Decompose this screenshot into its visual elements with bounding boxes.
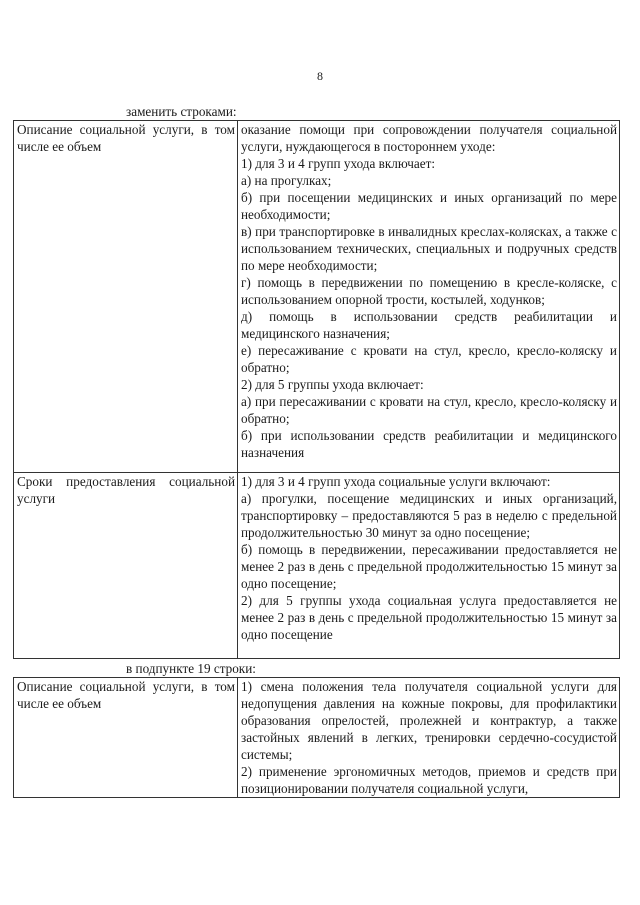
table-row [14,678,620,798]
content-line: 1) смена положения тела получателя социальной услуги для недопущения давления на кожные покровы, для профилактики образования опрелостей, пролежней и контрактур, а также застойных явлений в легких, тренировки сердечно-сосудистой системы; [241,679,617,762]
row-content-cell [238,678,620,798]
row-label-cell [14,121,238,473]
row-content-cell [238,121,620,473]
content-line: 2) применение эргономичных методов, приемов и средств при позиционировании получателя социальной услуги, [241,764,617,796]
section2-intro: в подпункте 19 строки: [126,661,256,676]
page-number: 8 [317,69,323,83]
row-content-cell [238,473,620,659]
content-line: б) при посещении медицинских и иных организаций по мере необходимости; [241,190,617,222]
content-line: 1) для 3 и 4 групп ухода включает: [241,156,435,171]
section1-intro: заменить строками: [126,104,237,119]
row-label: Описание социальной услуги, в том числе ее объем [17,679,235,711]
section2-table [13,677,620,798]
content-line: 2) для 5 группы ухода социальная услуга предоставляется не менее 2 раз в день с предельной продолжительностью 15 минут за одно посещение [241,593,617,642]
section1-table [13,120,620,659]
content-line: д) помощь в использовании средств реабилитации и медицинского назначения; [241,309,617,341]
table-row [14,121,620,473]
content-line: а) на прогулках; [241,173,332,188]
content-line: оказание помощи при сопровождении получателя социальной услуги, нуждающегося в постороннем уходе: [241,122,617,154]
row-label: Сроки предоставления социальной услуги [17,474,235,506]
content-line: е) пересаживание с кровати на стул, кресло, кресло-коляску и обратно; [241,343,617,375]
content-line: а) при пересаживании с кровати на стул, кресло, кресло-коляску и обратно; [241,394,617,426]
row-label: Описание социальной услуги, в том числе ее объем [17,122,235,154]
content-line: 1) для 3 и 4 групп ухода социальные услуги включают: [241,474,551,489]
content-line: б) помощь в передвижении, пересаживании предоставляется не менее 2 раз в день с предельной продолжительностью 15 минут за одно посещение; [241,542,617,591]
row-label-cell [14,473,238,659]
content-line: б) при использовании средств реабилитации и медицинского назначения [241,428,617,460]
content-line: г) помощь в передвижении по помещению в кресле-коляске, с использованием опорной трости, костылей, ходунков; [241,275,617,307]
table-row [14,473,620,659]
row-label-cell [14,678,238,798]
content-line: в) при транспортировке в инвалидных креслах-колясках, а также с использованием технических, специальных и подручных средств по мере необходимости; [241,224,617,273]
content-line: 2) для 5 группы ухода включает: [241,377,424,392]
content-line: а) прогулки, посещение медицинских и иных организаций, транспортировку – предоставляются 5 раз в неделю с предельной продолжительностью 30 минут за одно посещение; [241,491,617,540]
